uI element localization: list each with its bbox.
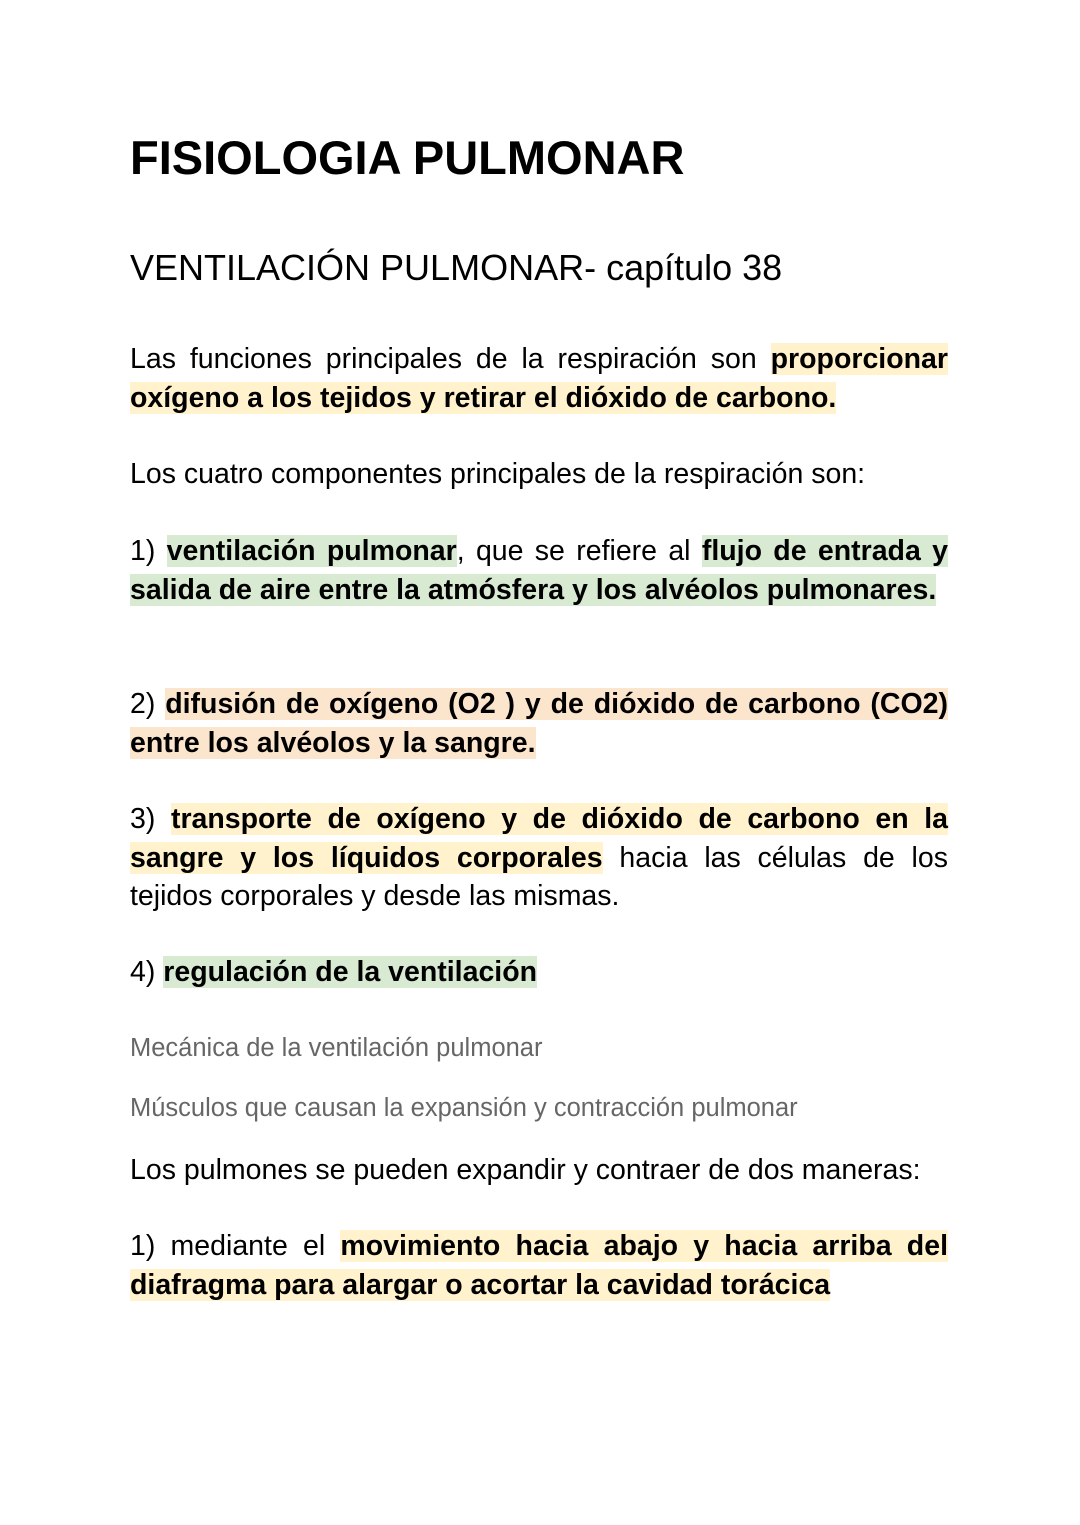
paragraph-components: Los cuatro componentes principales de la respiración son: xyxy=(130,458,866,490)
highlighted-text: transporte de oxígeno y de dióxido de carbono en la sangre y los líquidos corporales xyxy=(130,803,948,874)
page-title: FISIOLOGIA PULMONAR xyxy=(130,131,685,184)
paragraph-functions xyxy=(130,340,948,417)
list-item-3 xyxy=(130,800,948,916)
highlighted-text: proporcionar oxígeno a los tejidos y retirar el dióxido de carbono. xyxy=(130,343,948,414)
highlighted-text: difusión de oxígeno (O2 ) y de dióxido de carbono (CO2) entre los alvéolos y la sangre. xyxy=(130,688,948,759)
highlighted-text: movimiento hacia abajo y hacia arriba del diafragma para alargar o acortar la cavidad torácica xyxy=(130,1230,948,1301)
item-number: 3) xyxy=(130,803,171,835)
text: Las funciones principales de la respiración son xyxy=(130,343,771,375)
paragraph-lungs: Los pulmones se pueden expandir y contraer de dos maneras: xyxy=(130,1154,921,1186)
item-number: 2) xyxy=(130,688,166,720)
text: hacia las células de los tejidos corporales y desde las mismas. xyxy=(130,841,948,912)
list-item-diaphragm xyxy=(130,1227,948,1304)
list-item-4 xyxy=(130,953,948,992)
section-heading: VENTILACIÓN PULMONAR- capítulo 38 xyxy=(130,247,783,288)
text: 1) mediante el xyxy=(130,1230,341,1262)
list-item-2 xyxy=(130,685,948,762)
highlighted-text: regulación de la ventilación xyxy=(163,956,538,988)
subheading-mechanics: Mecánica de la ventilación pulmonar xyxy=(130,1034,543,1062)
item-number: 1) xyxy=(130,535,167,567)
highlighted-text: flujo de entrada y salida de aire entre la atmósfera y los alvéolos pulmonares. xyxy=(130,535,948,606)
subheading-muscles: Músculos que causan la expansión y contracción pulmonar xyxy=(130,1094,798,1122)
item-number: 4) xyxy=(130,956,164,988)
highlighted-text: ventilación pulmonar xyxy=(166,535,457,567)
text: , que se refiere al xyxy=(456,535,702,567)
list-item-1 xyxy=(130,532,948,609)
